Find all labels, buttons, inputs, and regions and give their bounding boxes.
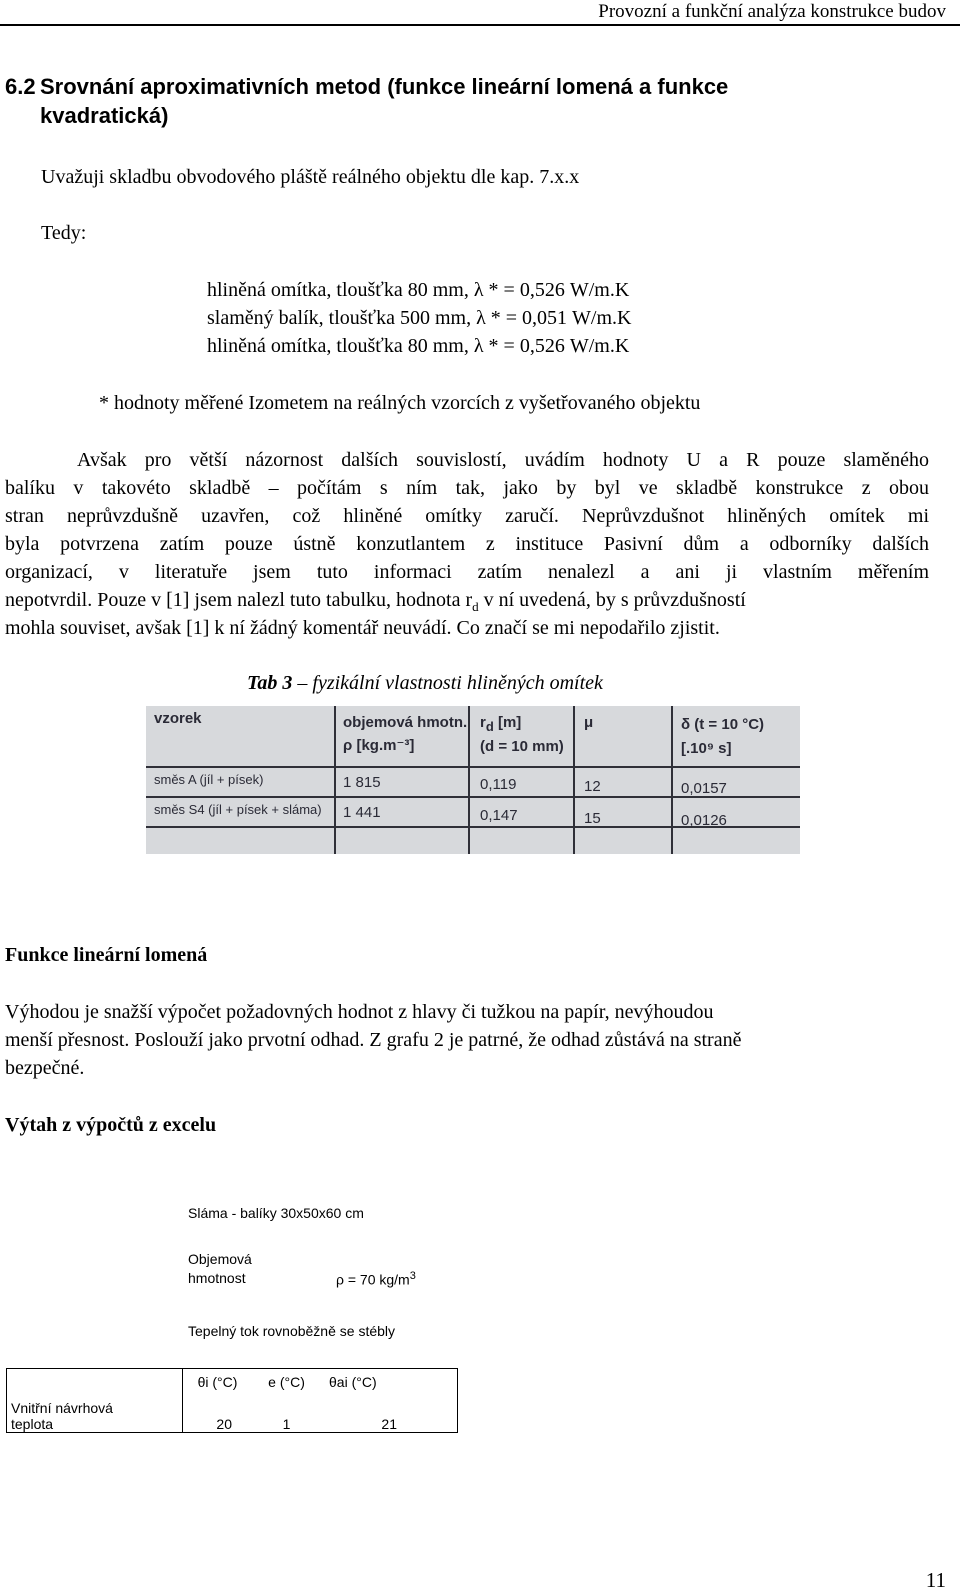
footnote: * hodnoty měřené Izometem na reálných vzorcích z vyšetřovaného objektu [99,392,701,414]
section-title-line1: Srovnání aproximativních metod (funkce lineární lomená a funkce [40,74,729,99]
layer-item: hliněná omítka, tloušťka 80 mm, λ * = 0,526 W/m.K [207,335,630,357]
photographed-table [146,706,800,854]
layer-item: hliněná omítka, tloušťka 80 mm, λ * = 0,526 W/m.K [207,279,630,301]
header-rule [0,24,960,26]
col-header-density: objemová hmotn. [343,714,468,731]
table-cell: 0,0126 [681,812,727,829]
table-cell: směs A (jíl + písek) [154,772,264,787]
paragraph-line: mohla souviset, avšak [1] k ní žádný komentář neuvádí. Co značí se mi nepodařilo zjistit. [5,617,720,639]
table-cell: 0,119 [480,776,517,793]
excel-table [6,1368,458,1433]
col-header-mu: μ [584,714,594,731]
paragraph-line: organizací, v literatuře jsem tuto informaci zatím nenalezl a ani ji vlastním měřením [5,561,929,583]
table-cell: 1 [252,1396,321,1433]
paragraph-line: byla potvrzena zatím pouze ústně konzutlantem z instituce Pasivní dům a odborníky dalších [5,533,929,555]
table-caption: Tab 3 – fyzikální vlastnosti hliněných omítek [247,672,603,694]
funkce-line: menší přesnost. Poslouží jako prvotní odhad. Z grafu 2 je patrné, že odhad zůstává na straně [5,1029,742,1051]
row-label: Vnitřní návrhová teplota [7,1396,183,1433]
col-header-density-unit: ρ [kg.m⁻³] [343,737,415,754]
slama-label: Sláma - balíky 30x50x60 cm [188,1205,364,1221]
col-header-delta-unit: [.10⁹ s] [681,740,732,757]
funkce-line: Výhodou je snažší výpočet požadovných hodnot z hlavy či tužkou na papír, nevýhoudou [5,1001,714,1023]
table-cell: 0,147 [480,807,518,824]
layer-item: slaměný balík, tloušťka 500 mm, λ * = 0,051 W/m.K [207,307,632,329]
funkce-heading: Funkce lineární lomená [5,944,208,966]
table-cell: 0,0157 [681,780,727,797]
col-header-rd-note: (d = 10 mm) [480,738,564,755]
table-cell: 12 [584,778,601,795]
col-header-e: e (°C) [252,1369,321,1396]
table-cell: 1 441 [343,804,381,821]
section-title-line2: kvadratická) [40,103,169,128]
paragraph-line: Avšak pro větší názornost dalších souvislostí, uvádím hodnoty U a R pouze slaměného [77,449,929,471]
table-cell: 20 [183,1396,253,1433]
tedy-label: Tedy: [41,222,87,244]
tok-label: Tepelný tok rovnoběžně se stébly [188,1323,396,1339]
table-cell: směs S4 (jíl + písek + sláma) [154,802,322,817]
page-number: 11 [925,1568,946,1592]
objemova-label: Objemová [188,1251,252,1267]
running-header: Provozní a funkční analýza konstrukce budov [598,1,946,22]
vytah-heading: Výtah z výpočtů z excelu [5,1114,217,1136]
paragraph-line: stran neprůvzdušně uzavřen, což hliněné omítky zaručí. Neprůvzdušnot hliněných omítek mi [5,505,929,527]
col-header-delta: δ (t = 10 °C) [681,716,765,733]
table-cell: 21 [321,1396,458,1433]
table-cell: 15 [584,810,601,827]
col-header-vzorek: vzorek [154,710,202,727]
col-header-rd: $r_d$ [m] [480,714,522,734]
intro-text: Uvažuji skladbu obvodového pláště reálného objektu dle kap. 7.x.x [41,166,580,188]
table-cell: 1 815 [343,774,381,791]
hmotnost-label: hmotnost [188,1270,246,1286]
col-header-theta-i: θi (°C) [183,1369,253,1396]
paragraph-line: balíku v takovéto skladbě – počítám s ním tak, jako by byl ve skladbě konstrukce z obou [5,477,929,499]
section-number: 6.2 [5,74,36,99]
rho-value: ρ = 70 $kg/m^3$ [336,1270,416,1288]
paragraph-line: nepotvrdil. Pouze v [1] jsem nalezl tuto tabulku, hodnota $r_d$ v ní uvedená, by s průvzdušností [5,589,746,614]
funkce-line: bezpečné. [5,1057,85,1079]
col-header-theta-ai: θai (°C) [321,1369,458,1396]
